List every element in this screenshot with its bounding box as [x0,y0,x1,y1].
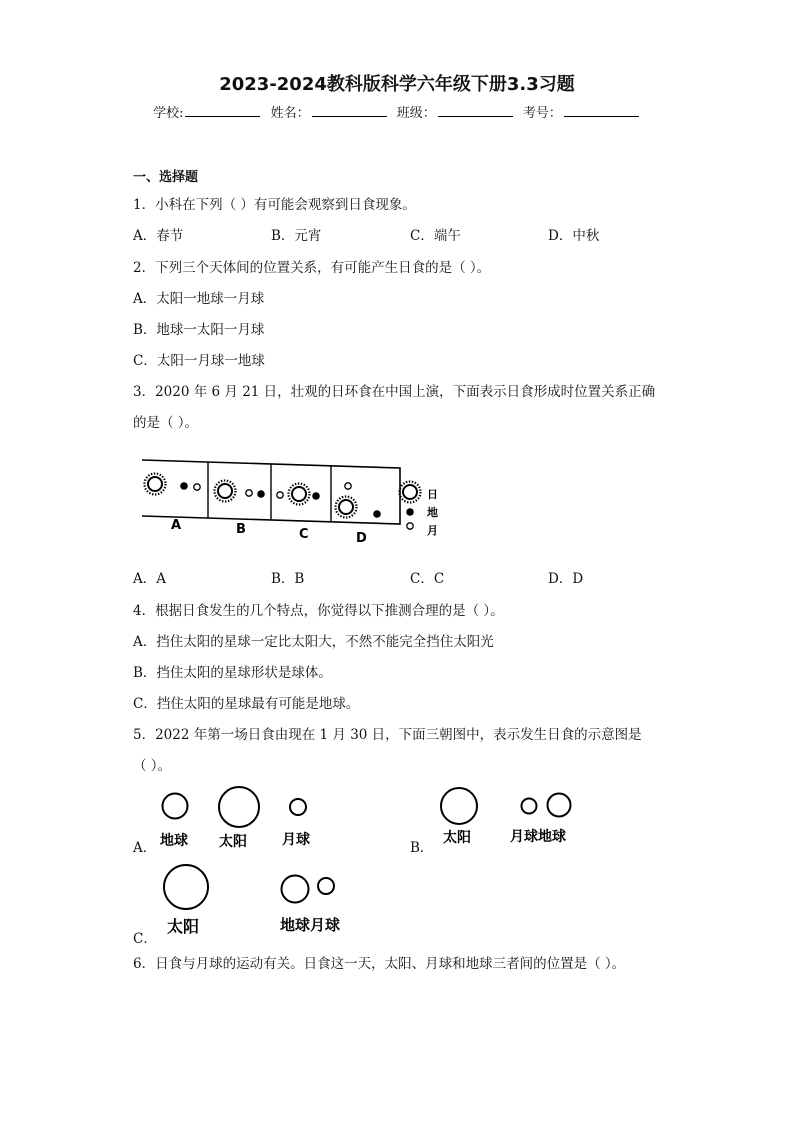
q1-option-a[interactable]: A．春节 [133,228,184,244]
q5-stem-line1: 5．2022 年第一场日食由现在 1 月 30 日，下面三朝图中，表示发生日食的示意图是 [133,727,642,743]
q5-figure-a[interactable] [150,782,330,854]
legend-sun-icon [400,482,421,503]
q5-option-b-letter[interactable]: B． [410,840,434,856]
class-blank[interactable] [438,104,513,117]
earth-icon [180,482,188,490]
moon-circle [318,878,334,894]
q3-panel-label: D [356,531,367,546]
sun-icon [289,484,310,505]
q3-stem-line1: 3．2020 年 6 月 21 日，壮观的日环食在中国上演，下面表示日食形成时位置关系正确 [133,384,656,400]
q5-stem-line2: （ ）。 [133,758,172,774]
q3-stem-line2: 的是（ ）。 [133,415,199,431]
school-blank[interactable] [185,104,260,117]
number-label: 考号： [522,106,562,121]
moon-icon [194,484,200,490]
q1-option-d[interactable]: D．中秋 [548,228,600,244]
sun-label: 太阳 [443,830,471,846]
q2-option-c[interactable]: C．太阳一月球一地球 [133,353,265,369]
sun-label: 太阳 [167,917,200,936]
earth-circle [163,794,188,819]
q4-stem: 4．根据日食发生的几个特点，你觉得以下推测合理的是（ ）。 [133,603,504,619]
q4-option-a[interactable]: A．挡住太阳的星球一定比太阳大，不然不能完全挡住太阳光 [133,634,494,650]
q3-panel-label: B [236,522,246,537]
q1-option-c[interactable]: C．端午 [410,228,461,244]
earth-circle [548,794,571,817]
q6-stem: 6．日食与月球的运动有关。日食这一天，太阳、月球和地球三者间的位置是（ ）。 [133,956,626,972]
q3-panel-label: C [299,527,309,542]
sun-circle [164,865,208,909]
q3-figure [138,448,458,558]
q3-option-c[interactable]: C．C [410,571,445,587]
legend-moon-label: 月 [427,524,438,537]
q1-option-b[interactable]: B．元宵 [271,228,322,244]
sun-icon [336,497,357,518]
sun-icon [145,474,166,495]
q5-figure-b[interactable] [430,782,590,852]
q3-option-a[interactable]: A．A [133,571,166,587]
legend-sun-label: 日 [427,488,438,501]
sun-label: 太阳 [219,834,247,850]
earth-circle [282,876,309,903]
page-title: 2023-2024教科版科学六年级下册3.3习题 [219,74,575,95]
section-title: 一、选择题 [133,170,199,185]
school-label: 学校: [153,106,184,121]
moon-earth-label: 月球地球 [510,829,566,845]
sun-circle [441,788,477,824]
earth-moon-label: 地球月球 [280,916,341,934]
moon-label: 月球 [282,832,310,848]
q3-panel-label: A [171,518,182,533]
class-label: 班级： [396,106,436,121]
sun-circle [219,787,259,827]
earth-label: 地球 [160,833,188,849]
earth-icon [312,492,320,500]
q4-option-c[interactable]: C．挡住太阳的星球最有可能是地球。 [133,696,360,712]
legend-earth-icon [406,508,414,516]
q5-figure-c[interactable] [150,858,360,940]
q3-option-d[interactable]: D．D [548,571,584,587]
q2-stem: 2．下列三个天体间的位置关系，有可能产生日食的是（ ）。 [133,260,491,276]
legend-moon-icon [407,523,413,529]
q4-option-b[interactable]: B．挡住太阳的星球形状是球体。 [133,665,332,681]
q5-option-a-letter[interactable]: A． [133,840,157,856]
name-label: 姓名： [270,106,310,121]
moon-icon [345,483,351,489]
moon-circle [522,799,537,814]
name-blank[interactable] [312,104,387,117]
q2-option-b[interactable]: B．地球一太阳一月球 [133,322,265,338]
number-blank[interactable] [564,104,639,117]
earth-icon [373,510,381,518]
moon-icon [246,490,252,496]
student-info-line [0,102,794,121]
q1-stem: 1．小科在下列（ ）有可能会观察到日食现象。 [133,197,416,213]
q3-option-b[interactable]: B．B [271,571,305,587]
q2-option-a[interactable]: A．太阳一地球一月球 [133,291,265,307]
sun-icon [215,481,236,502]
q5-option-c-letter[interactable]: C． [133,931,157,947]
earth-icon [257,490,265,498]
moon-circle [290,799,306,815]
moon-icon [277,492,283,498]
legend-earth-label: 地 [427,506,438,519]
